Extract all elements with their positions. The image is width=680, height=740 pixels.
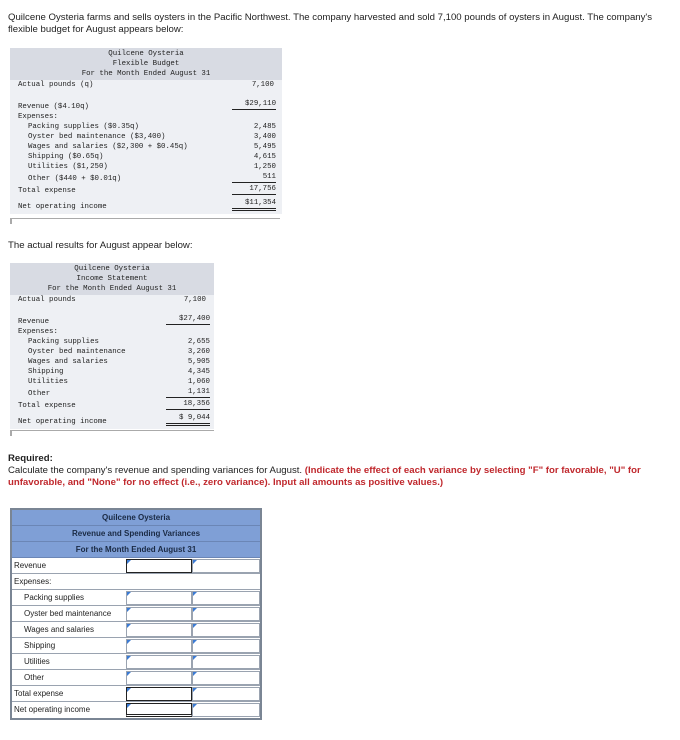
table-row bbox=[12, 622, 260, 638]
revenue-value: $29,110 bbox=[232, 99, 276, 110]
flag-marker-icon bbox=[127, 560, 131, 564]
statement-title: Flexible Budget bbox=[112, 60, 180, 68]
company-name: Quilcene Oysteria bbox=[108, 50, 184, 58]
other-effect-select[interactable] bbox=[192, 671, 260, 685]
row-label: Utilities bbox=[24, 657, 50, 666]
revenue-label: Revenue bbox=[18, 318, 50, 326]
flag-marker-icon bbox=[127, 608, 131, 612]
statement-period: For the Month Ended August 31 bbox=[81, 70, 211, 78]
row-label: Oyster bed maintenance bbox=[24, 609, 112, 618]
expense-item-value: 4,615 bbox=[253, 153, 276, 161]
expense-item-value: 5,905 bbox=[187, 358, 210, 366]
actual-pounds-value: 7,100 bbox=[251, 81, 274, 89]
shipping-variance-input[interactable] bbox=[126, 639, 192, 653]
flag-marker-icon bbox=[193, 704, 197, 708]
flag-marker-icon bbox=[193, 688, 197, 692]
net-income-effect-select[interactable] bbox=[192, 703, 260, 717]
divider bbox=[10, 218, 280, 219]
required-text: Calculate the company's revenue and spending variances for August. bbox=[8, 465, 303, 476]
flag-marker-icon bbox=[127, 688, 131, 692]
row-label: Other bbox=[24, 673, 45, 682]
other-variance-input[interactable] bbox=[126, 671, 192, 685]
expense-item-label: Utilities ($1,250) bbox=[28, 163, 108, 171]
utilities-variance-input[interactable] bbox=[126, 655, 192, 669]
statement-title: Income Statement bbox=[76, 275, 148, 283]
variance-table bbox=[10, 508, 262, 720]
row-label: Expenses: bbox=[14, 577, 52, 586]
expense-item-label: Shipping ($0.65q) bbox=[28, 153, 104, 161]
expenses-label: Expenses: bbox=[18, 113, 58, 121]
divider bbox=[10, 430, 214, 431]
table-row bbox=[12, 558, 260, 574]
company-name: Quilcene Oysteria bbox=[74, 265, 150, 273]
expense-item-label: Wages and salaries bbox=[28, 358, 108, 366]
statement-period: For the Month Ended August 31 bbox=[47, 285, 177, 293]
net-income-label: Net operating income bbox=[18, 418, 107, 426]
expense-item-label: Packing supplies ($0.35q) bbox=[28, 123, 139, 131]
total-expense-label: Total expense bbox=[18, 402, 76, 410]
expense-item-label: Wages and salaries ($2,300 + $0.45q) bbox=[28, 143, 188, 151]
flag-marker-icon bbox=[193, 656, 197, 660]
income-statement bbox=[10, 263, 214, 429]
expense-item-value: 2,485 bbox=[253, 123, 276, 131]
row-label: Packing supplies bbox=[24, 593, 85, 602]
flag-marker-icon bbox=[193, 608, 197, 612]
total-expense-effect-select[interactable] bbox=[192, 687, 260, 701]
revenue-variance-amount-input[interactable] bbox=[126, 559, 192, 573]
table-row bbox=[12, 590, 260, 606]
expense-item-value: 3,400 bbox=[253, 133, 276, 141]
variance-table-period: For the Month Ended August 31 bbox=[12, 542, 260, 558]
total-expense-value: 17,756 bbox=[232, 184, 276, 195]
required-heading: Required: bbox=[8, 453, 53, 464]
variance-table-title: Revenue and Spending Variances bbox=[12, 526, 260, 542]
total-expense-label: Total expense bbox=[18, 187, 76, 195]
divider bbox=[10, 218, 12, 224]
required-instruction: (Indicate the effect of each variance by selecting "F" for favorable, "U" for unfavorable, and "None" for no effect (i.e., zero variance). Input all amounts as positive values.) bbox=[8, 465, 641, 488]
expense-item-value: 1,250 bbox=[253, 163, 276, 171]
row-label: Total expense bbox=[14, 689, 64, 698]
total-expense-variance-input[interactable] bbox=[126, 687, 192, 701]
flexible-budget-header bbox=[10, 48, 282, 80]
net-income-variance-input[interactable] bbox=[126, 703, 192, 717]
flag-marker-icon bbox=[193, 592, 197, 596]
revenue-value: $27,400 bbox=[166, 314, 210, 325]
variance-table-company: Quilcene Oysteria bbox=[12, 510, 260, 526]
problem-intro: Quilcene Oysteria farms and sells oysters in the Pacific Northwest. The company harvested and sold 7,100 pounds of oysters in August. The company's flexible budget for August appears below: bbox=[8, 12, 653, 35]
expense-item-value: 5,495 bbox=[253, 143, 276, 151]
expense-item-value: 1,060 bbox=[187, 378, 210, 386]
expense-item-value: 1,131 bbox=[166, 387, 210, 398]
table-row bbox=[12, 654, 260, 670]
net-income-label: Net operating income bbox=[18, 203, 107, 211]
expense-item-label: Other ($440 + $0.01q) bbox=[28, 175, 122, 183]
expenses-label: Expenses: bbox=[18, 328, 58, 336]
net-income-value: $11,354 bbox=[232, 198, 276, 211]
table-row bbox=[12, 606, 260, 622]
flag-marker-icon bbox=[127, 592, 131, 596]
actual-pounds-value: 7,100 bbox=[183, 296, 206, 304]
required-section bbox=[8, 453, 648, 489]
income-statement-header bbox=[10, 263, 214, 295]
packing-supplies-variance-input[interactable] bbox=[126, 591, 192, 605]
revenue-label: Revenue ($4.10q) bbox=[18, 103, 89, 111]
wages-variance-input[interactable] bbox=[126, 623, 192, 637]
actual-pounds-label: Actual pounds (q) bbox=[18, 81, 94, 89]
oyster-bed-variance-input[interactable] bbox=[126, 607, 192, 621]
expense-item-label: Oyster bed maintenance bbox=[28, 348, 126, 356]
total-expense-value: 18,356 bbox=[166, 399, 210, 410]
flag-marker-icon bbox=[127, 704, 131, 708]
flag-marker-icon bbox=[127, 624, 131, 628]
expense-item-value: 3,260 bbox=[187, 348, 210, 356]
table-row bbox=[12, 670, 260, 686]
shipping-effect-select[interactable] bbox=[192, 639, 260, 653]
net-income-value: $ 9,044 bbox=[166, 413, 210, 426]
flag-marker-icon bbox=[127, 640, 131, 644]
expense-item-value: 511 bbox=[232, 172, 276, 183]
oyster-bed-effect-select[interactable] bbox=[192, 607, 260, 621]
expense-item-value: 4,345 bbox=[187, 368, 210, 376]
flag-marker-icon bbox=[193, 640, 197, 644]
flag-marker-icon bbox=[193, 560, 197, 564]
revenue-variance-effect-select[interactable] bbox=[192, 559, 260, 573]
actual-results-intro: The actual results for August appear below: bbox=[8, 240, 193, 251]
table-row bbox=[12, 638, 260, 654]
expense-item-label: Shipping bbox=[28, 368, 64, 376]
flag-marker-icon bbox=[127, 656, 131, 660]
expense-item-value: 2,655 bbox=[187, 338, 210, 346]
flexible-budget bbox=[10, 48, 282, 218]
row-label: Revenue bbox=[14, 561, 47, 570]
divider bbox=[10, 430, 12, 436]
expense-item-label: Packing supplies bbox=[28, 338, 99, 346]
table-row bbox=[12, 702, 260, 718]
expense-item-label: Utilities bbox=[28, 378, 68, 386]
expense-item-label: Oyster bed maintenance ($3,400) bbox=[28, 133, 166, 141]
packing-supplies-effect-select[interactable] bbox=[192, 591, 260, 605]
flag-marker-icon bbox=[127, 672, 131, 676]
flag-marker-icon bbox=[193, 672, 197, 676]
flag-marker-icon bbox=[193, 624, 197, 628]
actual-pounds-label: Actual pounds bbox=[18, 296, 76, 304]
row-label: Wages and salaries bbox=[24, 625, 94, 634]
expense-item-label: Other bbox=[28, 390, 51, 398]
row-label: Shipping bbox=[24, 641, 56, 650]
table-row bbox=[12, 574, 260, 590]
table-row bbox=[12, 686, 260, 702]
row-label: Net operating income bbox=[14, 705, 91, 714]
utilities-effect-select[interactable] bbox=[192, 655, 260, 669]
wages-effect-select[interactable] bbox=[192, 623, 260, 637]
